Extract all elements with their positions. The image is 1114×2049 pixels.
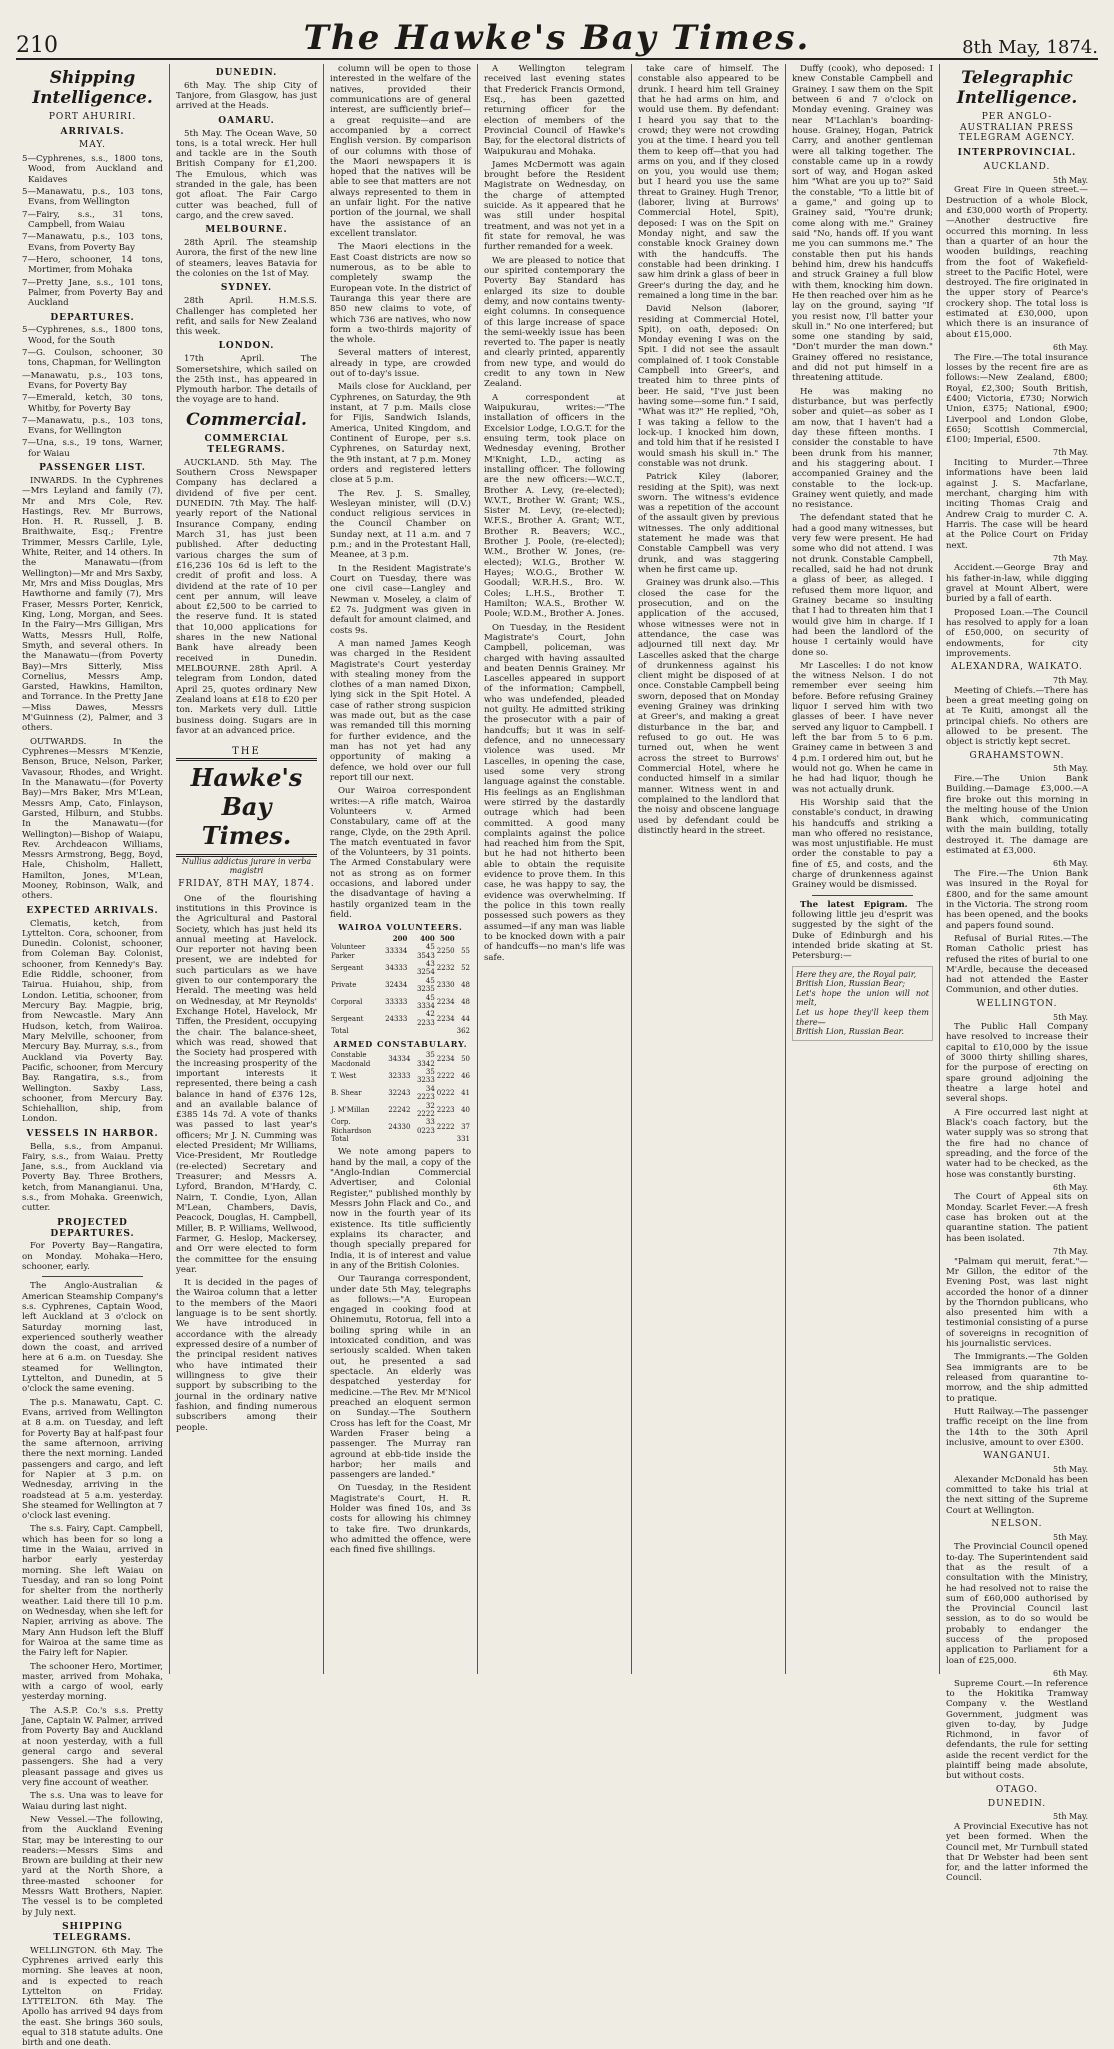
table-cell: 2223	[436, 1105, 455, 1114]
volunteers-score-table	[330, 935, 471, 1036]
departures-heading: DEPARTURES.	[50, 312, 135, 323]
table-cell: 32333	[388, 1072, 411, 1081]
sydney-heading: SYDNEY.	[220, 283, 273, 294]
passenger-heading: PASSENGER LIST.	[39, 463, 146, 474]
table-cell: 362	[456, 1027, 470, 1036]
telegram-item: The Immigrants.—The Golden Sea immigrants are to be released from quarantine to-morrow, and the ship admitted to pratique.	[946, 1352, 1088, 1404]
constabulary-table-heading: ARMED CONSTABULARY.	[333, 1038, 468, 1049]
masthead	[176, 746, 317, 889]
table-row	[330, 960, 471, 977]
table-cell: 24333	[385, 1014, 408, 1023]
london-heading: LONDON.	[218, 341, 275, 352]
news-paragraph: James McDermott was again brought before the Resident Magistrate on Wednesday, on the charge of attempted suicide. As it appeared that he was still under hospital treatment, and was not yet in a fit state for removal, he was further remanded for a week.	[484, 159, 625, 253]
dunedin-heading: DUNEDIN.	[215, 68, 278, 78]
table-cell: 46	[461, 1072, 470, 1081]
court-report-paragraph: His Worship said that the constable's conduct, in drawing his handcuffs and striking a man who offered no resistance, was most unjustifiable. He must order the constable to pay a fine of £5, and costs, and the charge of drunkenness against Grainey would be dismissed.	[792, 797, 933, 891]
projected-heading: PROJECTED DEPARTURES.	[50, 1217, 135, 1239]
masthead-the: THE	[232, 746, 261, 758]
table-row	[330, 1068, 471, 1085]
telegram-item: A Provincial Executive has not yet been formed. When the Council met, Mr Turnbull stated that Dr Webster had been sent for, and the latter informed the Council.	[946, 1821, 1088, 1884]
court-report-paragraph: Grainey was drunk also.—This closed the case for the prosecution, and on the application of the accused, whose witnesses were not in attendance, the case was adjourned till next day. Mr Lascelles asked that the charge of drunkenness against his client might be disposed of at once. Constable Campbell being sworn, deposed that on Monday evening Grainey was drinking at Greer's, and making a great disturbance in the bar, and refused to go out. He was turned out, when he went across the street to Burrows' Commercial Hotel, where he conducted himself in a similar manner. Witness went in and complained to the landlord that the noisy and obscene language used by defendant could be distinctly heard in the street.	[638, 578, 779, 836]
oamaru-heading: OAMARU.	[218, 115, 275, 126]
table-cell: Corp. Richardson	[331, 1118, 372, 1135]
telegram-date: 7th May.	[1053, 1247, 1088, 1256]
telegram-date: 5th May.	[1053, 1532, 1088, 1542]
table-cell: Sergeant	[331, 1014, 364, 1023]
table-cell: 45 3334	[416, 993, 435, 1011]
telegram-item: Supreme Court.—In reference to the Hokitika Tramway Company v. the Westland Government, judgment was given to-day, by Judge Richmond, in favor of defendants, the rule for setting aside the recent verdict for the plaintiff being made absolute, but without costs.	[946, 1678, 1088, 1782]
london-text: 17th April. The Somersetshire, which sailed on the 25th inst., has appeared in Plymouth harbor. The details of the voyage are to hand.	[176, 354, 317, 406]
telegram-item: The Fire.—The total insurance losses by the recent fire are as follows:—New Zealand, £800; Royal, £2,300; South British, £400; Victoria, £730; Norwich Union, £375; National, £900; Liverpool and London Globe, £650; Scottish Commercial, £100; Imperial, £500.	[946, 352, 1088, 446]
court-report-paragraph: David Nelson (laborer, residing at Commercial Hotel, Spit), on oath, deposed: On Monday evening I was on the Spit. I did not see the assault complained of. I took Constable Campbell into Greer's, and treated him to three pints of beer. He said, "I've just been having some—some fun." I said, "What was it?" He replied, "Oh, I was taking a fellow to the lock-up. I knocked him down, and told him that if he resisted I would smash his skull in." The constable was not drunk.	[638, 304, 779, 469]
court-report-paragraph: take care of himself. The constable also appeared to be drunk. I heard him tell Grainey that he had arms on him, and would use them. By defendant: I heard you say that to the crowd; they were not crowding you at the time. I heard you tell them to keep off—that you had arms on you, and if they closed on you, you would use them; but I heard you use the same threat to Grainey. Hugh Trenor, (laborer, living at Burrows' Commercial Hotel, Spit), deposed: I was on the Spit on Monday night, and saw the constable knock Grainey down with the handcuffs. The constable had been drinking. I saw him drink a glass of beer in Greer's during the day, and he remained a long time in the bar.	[638, 64, 779, 301]
table-cell: Total	[331, 1027, 349, 1036]
table-cell: 0222	[436, 1088, 455, 1097]
vessels-in-harbor: Bella, s.s., from Ampanui. Fairy, s.s., from Waiau. Pretty Jane, s.s., from Auckland via Poverty Bay. Three Brothers, ketch, from Manangianui. Una, s.s., from Mohaka. Greenwich, cutter.	[22, 1141, 163, 1214]
telegram-date: 5th May.	[1053, 1812, 1088, 1822]
telegram-item: Great Fire in Queen street.—Destruction of a whole Block, and £30,000 worth of Property.—Another destructive fire occurred this morning. In less than a quarter of an hour the wooden buildings, reaching from the foot of Wakefield-street to the Pacific Hotel, were destroyed. The fire originated in the upper story of Pearce's crockery shop. The total loss is estimated at £30,000, upon which there is an insurance of about £15,000.	[946, 185, 1088, 340]
telegram-place: NELSON.	[991, 1518, 1043, 1529]
commercial-heading: Commercial.	[186, 409, 307, 430]
editorial-paragraph: It is decided in the pages of the Wairoa column that a letter to the members of the Maori language is to be sent shortly. We have introduced in accordance with the already expressed desire of a number of the principal resident natives who have intimated their willingness to give their support by subscribing to the journal in the ordinary native fashion, and finding numerous subscribers among their people.	[176, 1278, 317, 1433]
table-cell: T. West	[331, 1072, 357, 1081]
shipping-paragraph: The s.s. Una was to leave for Waiau during last night.	[22, 1791, 163, 1812]
telegram-item: The Court of Appeal sits on Monday. Scarlet Fever.—A fresh case has broken out at the quarantine station. The patient has been isolated.	[946, 1192, 1088, 1244]
table-cell: 34334	[388, 1055, 411, 1064]
epigram-intro	[792, 900, 933, 962]
list-item: 7—Emerald, ketch, 30 tons, Whitby, for Poverty Bay	[22, 393, 163, 414]
table-cell: 45 3235	[416, 976, 435, 994]
table-cell: Constable Macdonald	[331, 1051, 371, 1068]
constabulary-score-table	[330, 1051, 471, 1143]
masthead-date: FRIDAY, 8TH MAY, 1874.	[178, 878, 315, 889]
telegram-place: WELLINGTON.	[976, 998, 1058, 1009]
table-header-cell	[330, 935, 384, 943]
newspaper-title: The Hawke's Bay Times.	[303, 18, 811, 58]
telegram-item: Inciting to Murder.—Three informations have been laid against J. S. Macfarlane, merchant, charging him with inciting Thomas Craig and Andrew Craig to murder C. A. Harris. The case will be heard at the Police Court on Friday next.	[946, 458, 1088, 551]
telegram-date: 6th May.	[1053, 343, 1088, 353]
telegram-date: 6th May.	[1053, 859, 1088, 869]
news-paragraph: A man named James Keogh was charged in the Resident Magistrate's Court yesterday with stealing money from the clothes of a man named Dixon, lying sick in the Spit Hotel. A case of rather strong suspicion was made out, but as the case was remanded till this morning for further evidence, and the man has not yet had any opportunity of making a defence, we hold over our full report till our next.	[330, 638, 471, 783]
editorial-paragraph: One of the flourishing institutions in this Province is the Agricultural and Pastoral Society, which has just held its annual meeting at Havelock. Our reporter not having been present, we are indebted for such particulars as we have given to our contemporary the Herald. The meeting was held on Wednesday, at Mr Reynolds' Exchange Hotel, Havelock, Mr Tiffen, the President, occupying the chair. The balance-sheet, which was read, showed that the Society had prospered with the increasing prosperity of the important interests it represented, there being a cash balance in hand of £376 12s, and an available balance of £385 14s 7d. A vote of thanks was passed to last year's officers; Mr J. N. Cumming was elected President; Mr Williams, Vice-President, Mr Routledge (re-elected) Secretary and Treasurer; and Messrs A. Lyford, Brandon, M'Hardy, C. Nairn, T. Condie, Lyon, Allan M'Lean, Chambers, Davis, Peacock, Douglas, H. Campbell, Miller, B. P. Williams, Wellwood, Farmer, G. Heslop, Mackersey, and Orr were elected to form the committee for the ensuing year.	[176, 893, 317, 1275]
table-cell: 50	[461, 1055, 470, 1064]
expected-heading: EXPECTED ARRIVALS.	[26, 905, 159, 916]
table-row	[330, 977, 471, 994]
table-cell: 33334	[385, 947, 408, 956]
table-cell: 2330	[436, 981, 455, 990]
table-row	[330, 1118, 471, 1135]
column-3	[324, 64, 478, 1674]
telegram-item: The Public Hall Company have resolved to increase their capital to £10,000 by the issue of 3000 thirty shilling shares, for the purpose of erecting on spare ground adjoining the theatre a large hotel and several shops.	[946, 1022, 1088, 1105]
telegram-list	[946, 162, 1088, 1884]
telegram-item: Alexander McDonald has been committed to take his trial at the next sitting of the Supreme Court at Wellington.	[946, 1474, 1088, 1516]
telegram-place: ALEXANDRA, WAIKATO.	[951, 662, 1083, 673]
telegram-item: Refusal of Burial Rites.—The Roman Catholic priest has refused the rites of burial to one M'Ardle, because the deceased had not attended the Easter Communion, and other duties.	[946, 933, 1088, 996]
court-report-paragraph: He was making no disturbance, but was perfectly sober and quiet—as sober as I am now, that I haven't had a day these fifteen months. I consider the constable to have been drunk from his manner, and his staggering about. I accompanied Grainey and the constable to the lock-up. Grainey went quietly, and made no resistance.	[792, 386, 933, 511]
masthead-motto: Nullius addictus jurare in verba magistri	[181, 856, 312, 876]
table-row	[330, 1102, 471, 1119]
telegram-place: WANGANUI.	[983, 1451, 1051, 1462]
table-cell: Private	[331, 981, 357, 990]
table-cell: 37	[461, 1122, 470, 1131]
telegram-date: 7th May.	[1053, 553, 1088, 563]
shipping-paragraph: New Vessel.—The following, from the Auckland Evening Star, may be interesting to our readers:—Messrs Sims and Brown are building at their new yard at the North Shore, a three-masted schooner for Messrs Watt Brothers, Napier. The vessel is to be completed by July next.	[22, 1814, 163, 1918]
table-cell: 33 0223	[416, 1118, 435, 1135]
table-cell: 2234	[436, 1014, 455, 1023]
poem-line: Here they are, the Royal pair,	[796, 969, 917, 979]
arrivals-list	[22, 154, 163, 308]
news-paragraph: A Wellington telegram received last evening states that Frederick Francis Ormond, Esq., has been gazetted returning officer for the election of members of the Provincial Council of Hawke's Bay, for the electoral districts of Waipukurau and Mohaka.	[484, 64, 625, 157]
telegram-item: The Provincial Council opened to-day. The Superintendent said that as the result of a consultation with the Ministry, he had resolved not to raise the sum of £60,000 authorised by the Provincial Council last session, as to do so would be probably to endanger the success of the proposed application to Parliament for a loan of £25,000.	[946, 1542, 1088, 1666]
passengers-inward: INWARDS. In the Cyphrenes—Mrs Leyland and family (7), Mr and Mrs Cole, Rev. Hastings, Rev. Mr Burrows, Hon. H. R. Russell, J. B. Braithwaite, Esq.; Frentre Trimmer, Messrs Carlile, Lyle, White, Reiter, and 14 others. In the Manawatu—(from Wellington)—Mr and Mrs Saxby, Mr, Mrs and Miss Douglas, Mrs Hawthorne and family (7), Mrs Fraser, Messrs Porter, Kenrick, King, Long, Morgan, and Sees. In the Fairy—Mrs Gilligan, Mrs Watts, Messrs Hull, Rolfe, Smyth, and several others. In the Manawatu—(from Poverty Bay)—Mrs Sitterly, Miss Cornelius, Messrs Amp, Garsted, Hawkins, Hamilton, and Torrance. In the Pretty Jane—Miss Dawes, Messrs M'Guinness (2), Palmer, and 3 others.	[22, 475, 163, 734]
shipping-telegrams: WELLINGTON. 6th May. The Cyphrenes arrived early this morning. She leaves at noon, and is expected to reach Lyttelton on Friday. LYTTELTON. 6th May. The Apollo has arrived 94 days from the east. She brings 360 souls, equal to 318 statute adults. One birth and one death.	[22, 1945, 163, 2049]
passengers-outward: OUTWARDS. In the Cyphrenes—Messrs M'Kenzie, Benson, Bruce, Nelson, Parker, Vavasour, Rhodes, and Wright. In the Manawatu—(for Poverty Bay)—Mrs Baker, Mrs M'Lean, Messrs Amp, Cato, Finlayson, Garsted, Hilburn, and Stubbs. In the Manawatu—(for Wellington)—Bishop of Waiapu, Rev. Archdeacon Williams, Messrs Armstrong, Begg, Boyd, Hale, Chisholm, Hallett, Hamilton, Jones, M'Lean, Mooney, Robinson, Walk, and others.	[22, 736, 163, 902]
table-cell: Sergeant	[331, 964, 364, 973]
shipping-paragraph: The s.s. Fairy, Capt. Campbell, which has been for so long a time in the Waiau, arrived in harbor early yesterday morning. She left Waiau on Tuesday, and ran so long Point for shelter from the northerly weather. Laid there till 10 p.m. on Wednesday, when she left for Napier, arriving as above. The Mary Ann Hudson left the Bluff for Wairoa at the same time as the Fairy left for Napier.	[22, 1524, 163, 1659]
epigram-poem	[792, 966, 933, 1041]
list-item: 5—Cyphrenes, s.s., 1800 tons, Wood, from Auckland and Kaidaves	[22, 154, 163, 185]
list-item: 7—Manawatu, p.s., 103 tons, Evans, for Wellington	[22, 415, 163, 437]
table-cell: 43 3254	[416, 960, 435, 977]
page-number: 210	[16, 33, 58, 58]
table-cell: 2250	[436, 947, 455, 956]
telegram-date: 5th May.	[1053, 764, 1088, 774]
arrivals-month: MAY.	[79, 140, 106, 151]
table-cell: 55	[461, 947, 470, 956]
table-cell: 40	[461, 1105, 470, 1114]
epigram-intro-text: The following little jeu d'esprit was suggested by the sight of the Duke of Edinburgh and his intended bride skating at St. Petersburg:—	[792, 899, 934, 962]
telegram-place: AUCKLAND.	[983, 161, 1051, 172]
volunteers-table-heading: WAIROA VOLUNTEERS.	[338, 922, 463, 933]
shipping-paragraph: The A.S.P. Co.'s s.s. Pretty Jane, Captain W. Palmer, arrived from Poverty Bay and Auckland at noon yesterday, with a full general cargo and several passengers. She had a very pleasant passage and gives us very fine account of weather.	[22, 1705, 163, 1788]
telegram-item: Hutt Railway.—The passenger traffic receipt on the line from the 14th to the 30th April inclusive, amount to over £300.	[946, 1406, 1088, 1448]
telegram-item: A Fire occurred last night at Black's coach factory, but the water supply was so strong that the fire had no chance of spreading, and the force of the water had to be checked, as the hose was constantly bursting.	[946, 1107, 1088, 1180]
table-cell: 2232	[436, 964, 455, 973]
telegram-date: 6th May.	[1053, 1669, 1088, 1678]
table-cell: 2222	[436, 1072, 455, 1081]
table-row	[330, 1051, 471, 1068]
poem-line: Let's hope the union will not melt,	[796, 988, 929, 1008]
table-cell: 34333	[385, 964, 408, 973]
telegram-item: Accident.—George Bray and his father-in-law, while digging gravel at Mount Albert, were buried by a fall of earth.	[946, 563, 1088, 605]
court-report-paragraph: The defendant stated that he had a good many witnesses, but very few were present. He had some who did not attend. I was not drunk. Constable Campbell, recalled, said he had not drunk a glass of beer, as alleged. I refused them more liquor, and Grainey became so insulting that I had to threaten him that I would give him in charge. If I had been the landlord of the house I certainly would have done so.	[792, 513, 933, 658]
telegram-date: 5th May.	[1053, 175, 1088, 185]
list-item: —Manawatu, p.s., 103 tons, Evans, for Poverty Bay	[22, 370, 163, 391]
poem-line: Let us hope they'll keep them there—	[796, 1007, 929, 1027]
table-cell: 2234	[436, 997, 455, 1006]
sydney-text: 28th April. H.M.S.S. Challenger has completed her refit, and sails for New Zealand this week.	[176, 296, 317, 338]
telegram-item: The Fire.—The Union Bank was insured in the Royal for £800, and for the same amount in the Victoria. The strong room has been opened, and the books and papers found sound.	[946, 869, 1088, 931]
news-paragraph: On Tuesday, in the Resident Magistrate's Court, John Campbell, policeman, was charged with having assaulted and beaten Dennis Grainey. Mr Lascelles appeared in support of the information; Campbell, who was undefended, pleaded not guilty. He admitted striking the prosecutor with a pair of handcuffs; but it was in self-defence, and no unnecessary violence was used. Mr Lascelles, in opening the case, used some very strong language against the constable. His feelings as an Englishman were stirred by the dastardly outrage which had been committed. A good many complaints against the police had reached him from the Spit, but he had not hitherto been able to obtain the requisite evidence to prove them. In this case, he was happy to say, the evidence was overwhelming. If the police in this town really possessed such powers as they assumed—if any man was liable to be knocked down with a pair of handcuffs—no man's life was safe.	[484, 622, 625, 963]
telegram-date: 6th May.	[1053, 1182, 1088, 1192]
expected-arrivals: Clematis, ketch, from Lyttelton. Cora, schooner, from Dunedin. Colonist, schooner, from Coleman Bay. Colonist, schooner, from Kennedy's Bay. Edie Riddle, schooner, from Tairua. Huiahou, ship, from London. Letitia, schooner, from Mercury Bay. Magpie, brig, from Newcastle. Mary Ann Hudson, ketch, from Waiiroa. Mary Melville, schooner, from Mercury Bay. Murray, s.s., from Auckland via Poverty Bay. Pacific, schooner, from Mercury Bay. Rangatira, s.s., from Wellington. Saxby Lass, schooner, from Mercury Bay. Schiehallion, ship, from London.	[22, 918, 163, 1125]
melbourne-heading: MELBOURNE.	[205, 225, 288, 236]
shipping-telegrams-heading: SHIPPING TELEGRAMS.	[53, 1922, 132, 1943]
table-cell: 2234	[436, 1055, 455, 1064]
news-paragraph: Our Wairoa correspondent writes:—A rifle match, Wairoa Volunteers v. Armed Constabulary, came off at the range, Clyde, on the 29th April. The match eventuated in favor of the Volunteers, by 31 points. The Armed Constabulary were not as strong as on former occasions, and labored under the disadvantage of having a hastily organized team in the field.	[330, 786, 471, 920]
commercial-telegrams-heading: COMMERCIAL TELEGRAMS.	[204, 434, 289, 455]
table-cell: B. Shear	[331, 1088, 362, 1097]
table-cell: J. M'Millan	[331, 1105, 370, 1114]
column-5	[632, 64, 786, 1674]
telegram-item: Meeting of Chiefs.—There has been a great meeting going on at Te Kuiti, amongst all the principal chiefs. No others are allowed to be present. The object is strictly kept secret.	[946, 685, 1088, 748]
news-paragraph: Our Tauranga correspondent, under date 5th May, telegraphs as follows:—"A European engaged in cooking food at Ohinemutu, Rotorua, fell into a boiling spring while in an intoxicated condition, and was seriously scalded. When taken out, he presented a sad spectacle. An elderly was despatched yesterday for medicine.—The Rev. Mr M'Nicol preached an eloquent sermon on Sunday.—The Southern Cross has left for the Coast, Mr Warden Fraser being a passenger. The Murray ran aground at ebb-tide inside the harbor; her mails and passengers are landed."	[330, 1274, 471, 1481]
list-item: 7—Fairy, s.s., 31 tons, Campbell, from Waiau	[22, 209, 163, 231]
column-7	[940, 64, 1094, 1884]
news-paragraph: Mails close for Auckland, per Cyphrenes, on Saturday, the 9th instant, at 7 p.m. Mails close for Fijis, Sandwich Islands, America, United Kingdom, and Continent of Europe, per s.s. Cyphrenes, on Saturday next, the 9th instant, at 7 p.m. Money orders and registered letters close at 5 p.m.	[330, 382, 471, 486]
commercial-telegrams: AUCKLAND. 5th May. The Southern Cross Newspaper Company has declared a dividend of five per cent. DUNEDIN. 7th May. The half-yearly report of the National Insurance Company, ending March 31, has just been published. After deducting various charges the sum of £16,236 10s 6d is left to the credit of profit and loss. A dividend at the rate of 10 per cent per annum, will leave about £2,500 to be carried to the reserve fund. It is stated that 10,000 applications for shares in the new National Bank have already been received in Dunedin. MELBOURNE. 28th April. A telegram from London, dated April 25, quotes ordinary New Zealand loans at £18 to £20 per ton. Markets very dull. Little business doing. Sugars are in favor at an advanced price.	[176, 457, 317, 736]
column-4	[478, 64, 632, 1674]
news-paragraph: column will be open to those interested in the welfare of the natives, provided their communications are of general interest, are sufficiently brief—a great requisite—and are accompanied by a correct English version. By comparison of our columns with those of the Maori newspapers it is hoped that the natives will be able to see that matters are not always represented to them in an unfair light. For the native portion of the journal, we shall have the assistance of an excellent translator.	[330, 64, 471, 239]
table-cell: 331	[456, 1135, 470, 1144]
table-total-row	[330, 1027, 471, 1035]
interprovincial-heading: INTERPROVINCIAL.	[957, 148, 1077, 159]
news-paragraph: Several matters of interest, already in type, are crowded out of to-day's issue.	[330, 348, 471, 380]
column-1	[16, 64, 170, 2049]
shipping-paragraph: The p.s. Manawatu, Capt. C. Evans, arrived from Wellington at 8 a.m. on Tuesday, and left for Poverty Bay at half-past four the same afternoon, arriving there the next morning. Landed passengers and cargo, and left for Napier at 3 p.m. on Wednesday, arriving in the roadstead at 5 a.m. yesterday. She steamed for Wellington at 7 o'clock last evening.	[22, 1397, 163, 1522]
table-cell: 35 3342	[416, 1051, 435, 1068]
table-row	[330, 943, 471, 960]
news-paragraph: The Maori elections in the East Coast districts are now so numerous, as to be able to completely swamp the European vote. In the district of Tauranga this year there are 850 new claims to vote, of which 736 are natives, who now form a two-thirds majority of the whole.	[330, 242, 471, 346]
news-paragraph: A correspondent at Waipukurau, writes:—"The installation of officers in the Excelsior Lodge, I.O.G.T. for the ensuing term, took place on Wednesday evening, Brother M'Knight, L.D., acting as installing officer. The following are the new officers:—W.C.T., Brother A. Levy, (re-elected); W.V.T., Brother W. Grant; W.S., Sister M. Levy, (re-elected); W.F.S., Brother A. Grant; W.T., Brother R. Beavers; W.C., Brother J. Poole, (re-elected); W.M., Brother W. Jones, (re-elected); W.I.G., Brother W. Hayes; W.O.G., Brother W. Goodall; W.R.H.S., Bro. W. Coles; L.H.S., Brother T. Hamilton; W.A.S., Brother W. Poole; W.D.M., Brother A. Jones.	[484, 392, 625, 620]
telegram-date: 7th May.	[1053, 676, 1088, 686]
telegram-place: GRAHAMSTOWN.	[969, 750, 1065, 761]
table-row	[330, 1010, 471, 1027]
table-cell: 35 3233	[416, 1067, 435, 1085]
oamaru-text: 5th May. The Ocean Wave, 50 tons, is a total wreck. Her hull and tackle are in the South British Company for £1,200. The Emulous, which was stranded in the gale, has been got afloat. The Fair Cargo cutter was beached, full of cargo, and the crew saved.	[176, 128, 317, 222]
agency-note: PER ANGLO-AUSTRALIAN PRESS TELEGRAM AGENCY.	[958, 111, 1076, 144]
court-report-paragraph: Patrick Kiley (laborer, residing at the Spit), was next sworn. The witness's evidence was a repetition of the account of the assault given by previous witnesses. The only additional statement he made was that Constable Campbell was very drunk, and was staggering when he first came up.	[638, 472, 779, 575]
table-cell: 52	[461, 964, 470, 973]
telegraphic-heading: Telegraphic Intelligence.	[956, 68, 1078, 109]
table-cell: Total	[331, 1135, 349, 1144]
list-item: 7—Hero, schooner, 14 tons, Mortimer, from Mohaka	[22, 254, 163, 276]
telegram-place: DUNEDIN.	[987, 1798, 1047, 1809]
table-cell	[436, 1135, 456, 1143]
table-cell: 22242	[388, 1105, 411, 1114]
table-header-cell: 500	[439, 933, 455, 943]
poem-line: British Lion, Russian Bear.	[796, 1027, 905, 1037]
departures-list	[22, 325, 163, 459]
table-row	[330, 994, 471, 1011]
news-paragraph: We are pleased to notice that our spirited contemporary the Poverty Bay Standard has enlarged its size to double demy, and now contains twenty-eight columns. In consequence of this large increase of space the semi-weekly issue has been reverted to. The paper is neatly and clearly printed, apparently from new type, and would do credit to any town in New Zealand.	[484, 255, 625, 390]
court-report-paragraph: Mr Lascelles: I do not know the witness Nelson. I do not remember ever seeing him before. Before refusing Grainey liquor I served him with two glasses of beer. I have never served any liquor to Campbell. I left the bar from 5 to 6 p.m. Grainey came in between 3 and 4 p.m. I ordered him out, but he would not go. When he came in he had had liquor, though he was not actually drunk.	[792, 660, 933, 795]
shipping-paragraph: The Anglo-Australian & American Steamship Company's s.s. Cyphrenes, Captain Wood, left Auckland at 3 o'clock on Saturday morning last, experienced southerly weather down the coast, and arrived here at 6 a.m. on Tuesday. She steamed for Wellington, Lyttelton, and Dunedin, at 5 o'clock the same evening.	[22, 1281, 163, 1395]
table-header-cell: 400	[420, 933, 435, 943]
list-item: 5—Manawatu, p.s., 103 tons, Evans, from Wellington	[22, 187, 163, 208]
masthead-title: Hawke's Bay Times.	[176, 758, 317, 856]
table-cell	[436, 1027, 456, 1035]
shipping-paragraph: The schooner Hero, Mortimer, master, arrived from Mohaka, with a cargo of wool, early yesterday morning.	[22, 1661, 163, 1703]
vessels-heading: VESSELS IN HARBOR.	[26, 1128, 159, 1139]
table-cell: 24330	[388, 1122, 411, 1131]
table-cell: 42 2233	[416, 1010, 435, 1027]
table-cell: Corporal	[331, 997, 363, 1006]
news-paragraph: On Tuesday, in the Resident Magistrate's Court, H. R. Holder was fined 10s, and 3s costs for allowing his chimney to take fire. Two drunkards, who admitted the offence, were each fined five shillings.	[330, 1483, 471, 1556]
telegram-item: Fire.—The Union Bank Building.—Damage £3,000.—A fire broke out this morning in the melting house of the Union Bank which, communicating with the main building, totally destroyed it. The damage are estimated at £3,000.	[946, 773, 1088, 857]
port-heading: PORT AHURIRI.	[48, 111, 137, 122]
table-cell: 2222	[436, 1122, 455, 1131]
news-paragraph: In the Resident Magistrate's Court on Tuesday, there was one civil case—Langley and Newman v. Moseley, a claim of £2 7s. Judgment was given in default for amount claimed, and costs 9s.	[330, 563, 471, 636]
telegram-date: 5th May.	[1053, 1465, 1088, 1475]
table-cell: Volunteer Parker	[331, 943, 366, 960]
table-total-row	[330, 1135, 471, 1143]
table-cell	[408, 1027, 435, 1035]
arrivals-heading: ARRIVALS.	[60, 126, 125, 137]
table-cell: 34 2223	[416, 1084, 435, 1102]
telegram-date: 5th May.	[1053, 1012, 1088, 1022]
table-row	[330, 1085, 471, 1102]
melbourne-text: 28th April. The steamship Aurora, the first of the new line of steamers, leaves Batavia for the colonies on the 1st of May.	[176, 238, 317, 280]
table-cell	[411, 1135, 435, 1143]
divider	[812, 895, 913, 896]
news-paragraph: The Rev. J. S. Smalley, Wesleyan minister, will (D.V.) conduct religious services in the Council Chamber on Sunday next, at 11 a.m. and 7 p.m.; and in the Protestant Hall, Meanee, at 3 p.m.	[330, 488, 471, 561]
table-header-cell	[456, 935, 471, 943]
column-2	[170, 64, 324, 1674]
telegram-item: Proposed Loan.—The Council has resolved to apply for a loan of £50,000, on security of endowments, for city improvements.	[946, 607, 1088, 659]
list-item: 7—Una, s.s., 19 tons, Warner, for Waiau	[22, 438, 163, 459]
telegram-item: "Palmam qui meruit, ferat."—Mr Gillon, the editor of the Evening Post, was last night accorded the honor of a dinner by the Thorndon publicans, who also presented him with a testimonial consisting of a purse of sovereigns in recognition of his journalistic services.	[946, 1256, 1089, 1350]
list-item: 7—Manawatu, p.s., 103 tons, Evans, from Poverty Bay	[22, 232, 163, 253]
shipping-heading: Shipping Intelligence.	[32, 68, 153, 109]
page-header	[16, 12, 1098, 60]
columns	[16, 64, 1098, 2049]
projected-departures: For Poverty Bay—Rangatira, on Monday. Mohaka—Hero, schooner, early.	[22, 1241, 163, 1272]
table-cell	[384, 1027, 408, 1035]
table-cell: 41	[461, 1088, 470, 1097]
list-item: 5—Cyphrenes, s.s., 1800 tons, Wood, for the South	[22, 325, 163, 346]
dunedin-text: 6th May. The ship City of Tanjore, from Glasgow, has just arrived at the Heads.	[176, 80, 317, 112]
news-paragraph: We note among papers to hand by the mail, a copy of the "Anglo-Indian Commercial Advertiser, and Colonial Register," published monthly by Messrs John Flack and Co., and now in the fourth year of its existence. Its title sufficiently explains its character, and though specially prepared for India, it is of interest and value in any of the British Colonies.	[330, 1147, 471, 1271]
list-item: 7—G. Coulson, schooner, 30 tons, Chapman, for Wellington	[22, 347, 163, 369]
table-cell: 48	[461, 997, 470, 1006]
table-cell: 32 2222	[416, 1101, 435, 1118]
table-cell: 48	[461, 981, 470, 990]
table-cell: 45 3543	[416, 943, 435, 960]
list-item: 7—Pretty Jane, s.s., 101 tons, Palmer, from Poverty Bay and Auckland	[22, 277, 163, 309]
table-cell: 44	[461, 1014, 470, 1023]
epigram-heading: The latest Epigram.	[800, 899, 908, 910]
divider	[42, 1276, 143, 1277]
issue-date: 8th May, 1874.	[962, 37, 1098, 58]
table-cell	[387, 1135, 411, 1143]
telegram-place: OTAGO.	[995, 1784, 1039, 1795]
poem-line: British Lion, Russian Bear;	[796, 979, 906, 989]
table-cell: 32243	[388, 1088, 411, 1097]
table-header-cell: 200	[392, 933, 408, 943]
table-cell: 33333	[385, 997, 408, 1006]
column-6	[786, 64, 940, 1674]
telegram-date: 7th May.	[1053, 448, 1088, 458]
table-header-row	[330, 935, 471, 943]
court-report-paragraph: Duffy (cook), who deposed: I knew Constable Campbell and Grainey. I saw them on the Spit between 6 and 7 o'clock on Monday evening. Grainey was near M'Lachlan's boarding-house. Grainey, Hogan, Patrick Carry, and another gentleman were all talking together. The constable came up in a rowdy sort of way, and Hogan asked him "What are you up to?" Said the constable, "To a little bit of a game," and going up to Grainey said, "You're drunk; come along with me." Grainey said "No, hands off. If you want me you can summons me." The constable then put his hands behind him, drew his handcuffs and struck Grainey a full blow with them, knocking him down. He then reached over him as he lay on the ground, saying "If you resist now, I'll batter your skull in." No one interfered; but some one standing by said, "Don't murder the man down." Grainey offered no resistance, and did not put himself in a threatening attitude.	[792, 64, 933, 384]
table-cell: 32434	[385, 981, 408, 990]
